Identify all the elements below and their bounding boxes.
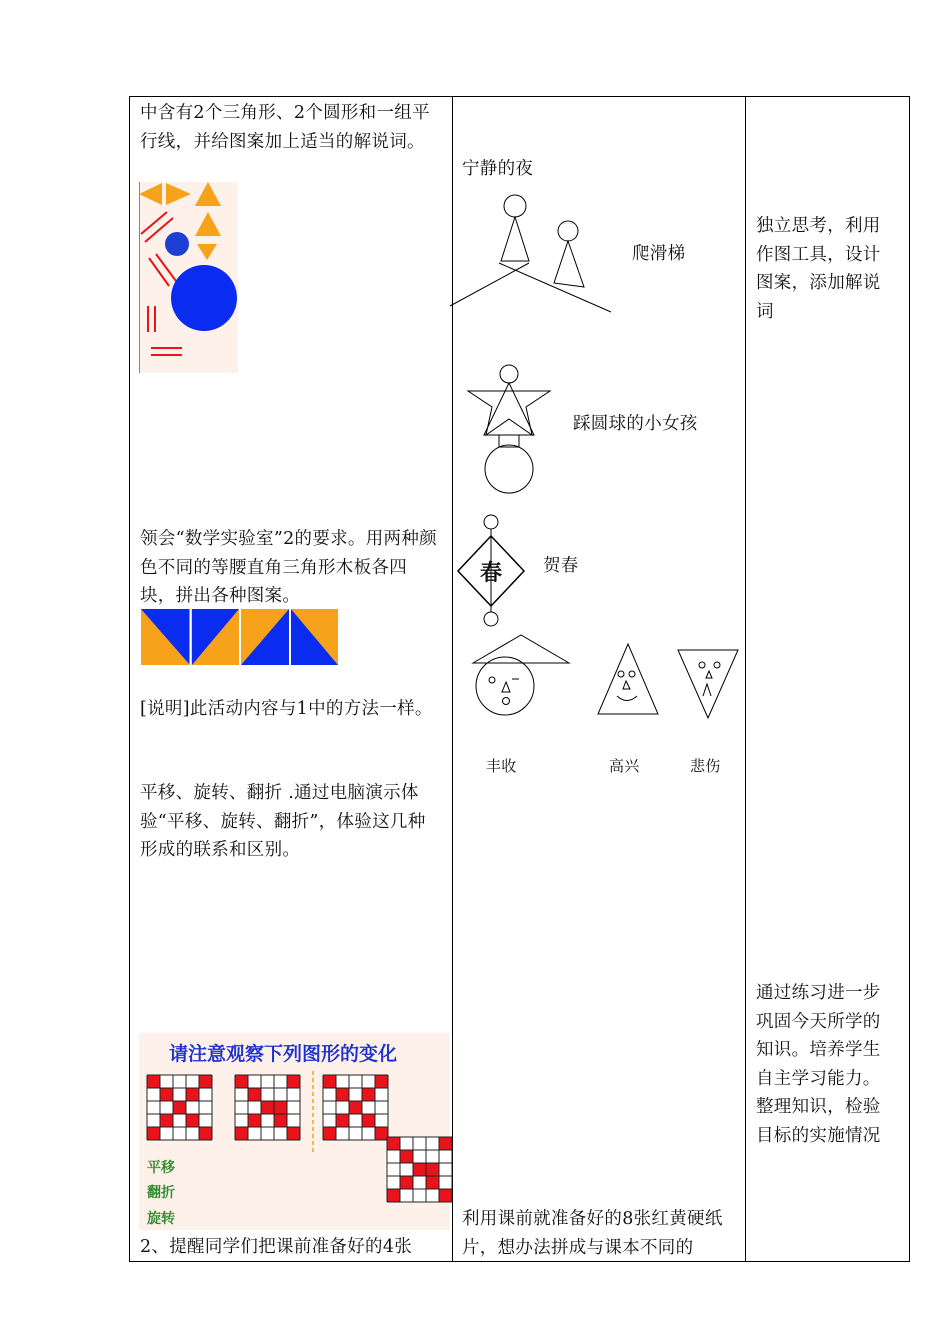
- grid-cell-filled: [400, 1176, 413, 1189]
- col2-slide-label: 爬滑梯: [632, 244, 686, 264]
- slide-figure-drawing: [449, 193, 615, 313]
- col1-para2: 领会“数学实验室”2的要求。用两种颜色不同的等腰直角三角形木板各四块，拼出各种图案。: [140, 529, 437, 606]
- grid-cell-filled: [362, 1088, 375, 1101]
- grid-cell-filled: [375, 1127, 388, 1140]
- grid-cell-filled: [426, 1176, 439, 1189]
- grid-cell-filled: [248, 1114, 261, 1127]
- grid-cell-filled: [349, 1101, 362, 1114]
- grid-cell-filled: [336, 1088, 349, 1101]
- grid-pattern-4: [387, 1137, 452, 1202]
- face-label-harvest: 丰收: [486, 757, 517, 775]
- slide-label-translate: 平移: [147, 1160, 175, 1176]
- grid-pattern-3: [323, 1075, 388, 1140]
- grid-cell-filled: [186, 1088, 199, 1101]
- grid-cell-filled: [375, 1075, 388, 1088]
- grid-pattern-1: [147, 1075, 212, 1140]
- triangles-pattern-image: [141, 609, 338, 665]
- grid-cell-filled: [261, 1101, 274, 1114]
- grid-cell-filled: [323, 1127, 336, 1140]
- grid-cell-filled: [287, 1075, 300, 1088]
- sad-face-drawing: [677, 649, 739, 719]
- col2-spring-label: 贺春: [543, 556, 579, 576]
- grid-cell-filled: [235, 1127, 248, 1140]
- grid-cell-filled: [274, 1101, 287, 1114]
- grid-cell-filled: [274, 1114, 287, 1127]
- grid-pattern-2: [235, 1075, 300, 1140]
- col2-night-label: 宁静的夜: [462, 159, 534, 179]
- grid-cell-filled: [439, 1189, 452, 1202]
- slide-label-flip: 翻折: [147, 1185, 175, 1201]
- happy-face-drawing: [597, 643, 659, 715]
- col2-bottom-text: 利用课前就准备好的8张红黄硬纸片，想办法拼成与课本不同的: [462, 1209, 723, 1258]
- col1-para1: 中含有2个三角形、2个圆形和一组平行线，并给图案加上适当的解说词。: [140, 103, 430, 152]
- spring-diamond-drawing: [457, 514, 525, 628]
- grid-cell-filled: [439, 1137, 452, 1150]
- slide-title: 请注意观察下列图形的变化: [169, 1043, 398, 1065]
- face-label-sad: 悲伤: [690, 757, 721, 775]
- girl-on-ball-drawing: [466, 363, 552, 495]
- grid-cell-filled: [426, 1163, 439, 1176]
- col2-girl-label: 踩圆球的小女孩: [573, 414, 698, 434]
- col1-para3: [说明]此活动内容与1中的方法一样。: [140, 699, 433, 719]
- grid-cell-filled: [199, 1127, 212, 1140]
- grid-cell-filled: [287, 1127, 300, 1140]
- grid-cell-filled: [336, 1114, 349, 1127]
- grid-cell-filled: [387, 1189, 400, 1202]
- grid-cell-filled: [235, 1075, 248, 1088]
- grid-cell-filled: [199, 1075, 212, 1088]
- spring-char: 春: [479, 560, 503, 586]
- harvest-face-drawing: [473, 635, 570, 717]
- grid-cell-filled: [173, 1101, 186, 1114]
- face-label-happy: 高兴: [609, 757, 640, 775]
- slide-label-rotate: 旋转: [147, 1211, 175, 1227]
- grid-cell-filled: [186, 1114, 199, 1127]
- grid-cell-filled: [147, 1127, 160, 1140]
- design-image-shapes: [139, 182, 238, 373]
- col3-para1: 独立思考，利用作图工具，设计图案，添加解说词: [756, 216, 881, 322]
- col1-para5: 2、提醒同学们把课前准备好的4张: [140, 1237, 413, 1257]
- grid-cell-filled: [160, 1114, 173, 1127]
- grid-cell-filled: [362, 1114, 375, 1127]
- grid-cell-filled: [387, 1137, 400, 1150]
- column-divider-2: [745, 97, 746, 1261]
- grid-cell-filled: [400, 1150, 413, 1163]
- grid-cell-filled: [147, 1075, 160, 1088]
- transform-slide-image: [139, 1033, 450, 1230]
- col3-para2: 通过练习进一步巩固今天所学的知识。培养学生自主学习能力。整理知识，检验目标的实施情况: [756, 983, 881, 1146]
- grid-cell-filled: [413, 1163, 426, 1176]
- col1-para4: 平移、旋转、翻折 .通过电脑演示体验“平移、旋转、翻折”，体验这几种形成的联系和区别。: [140, 783, 426, 860]
- grid-cell-filled: [323, 1075, 336, 1088]
- grid-cell-filled: [160, 1088, 173, 1101]
- grid-cell-filled: [248, 1088, 261, 1101]
